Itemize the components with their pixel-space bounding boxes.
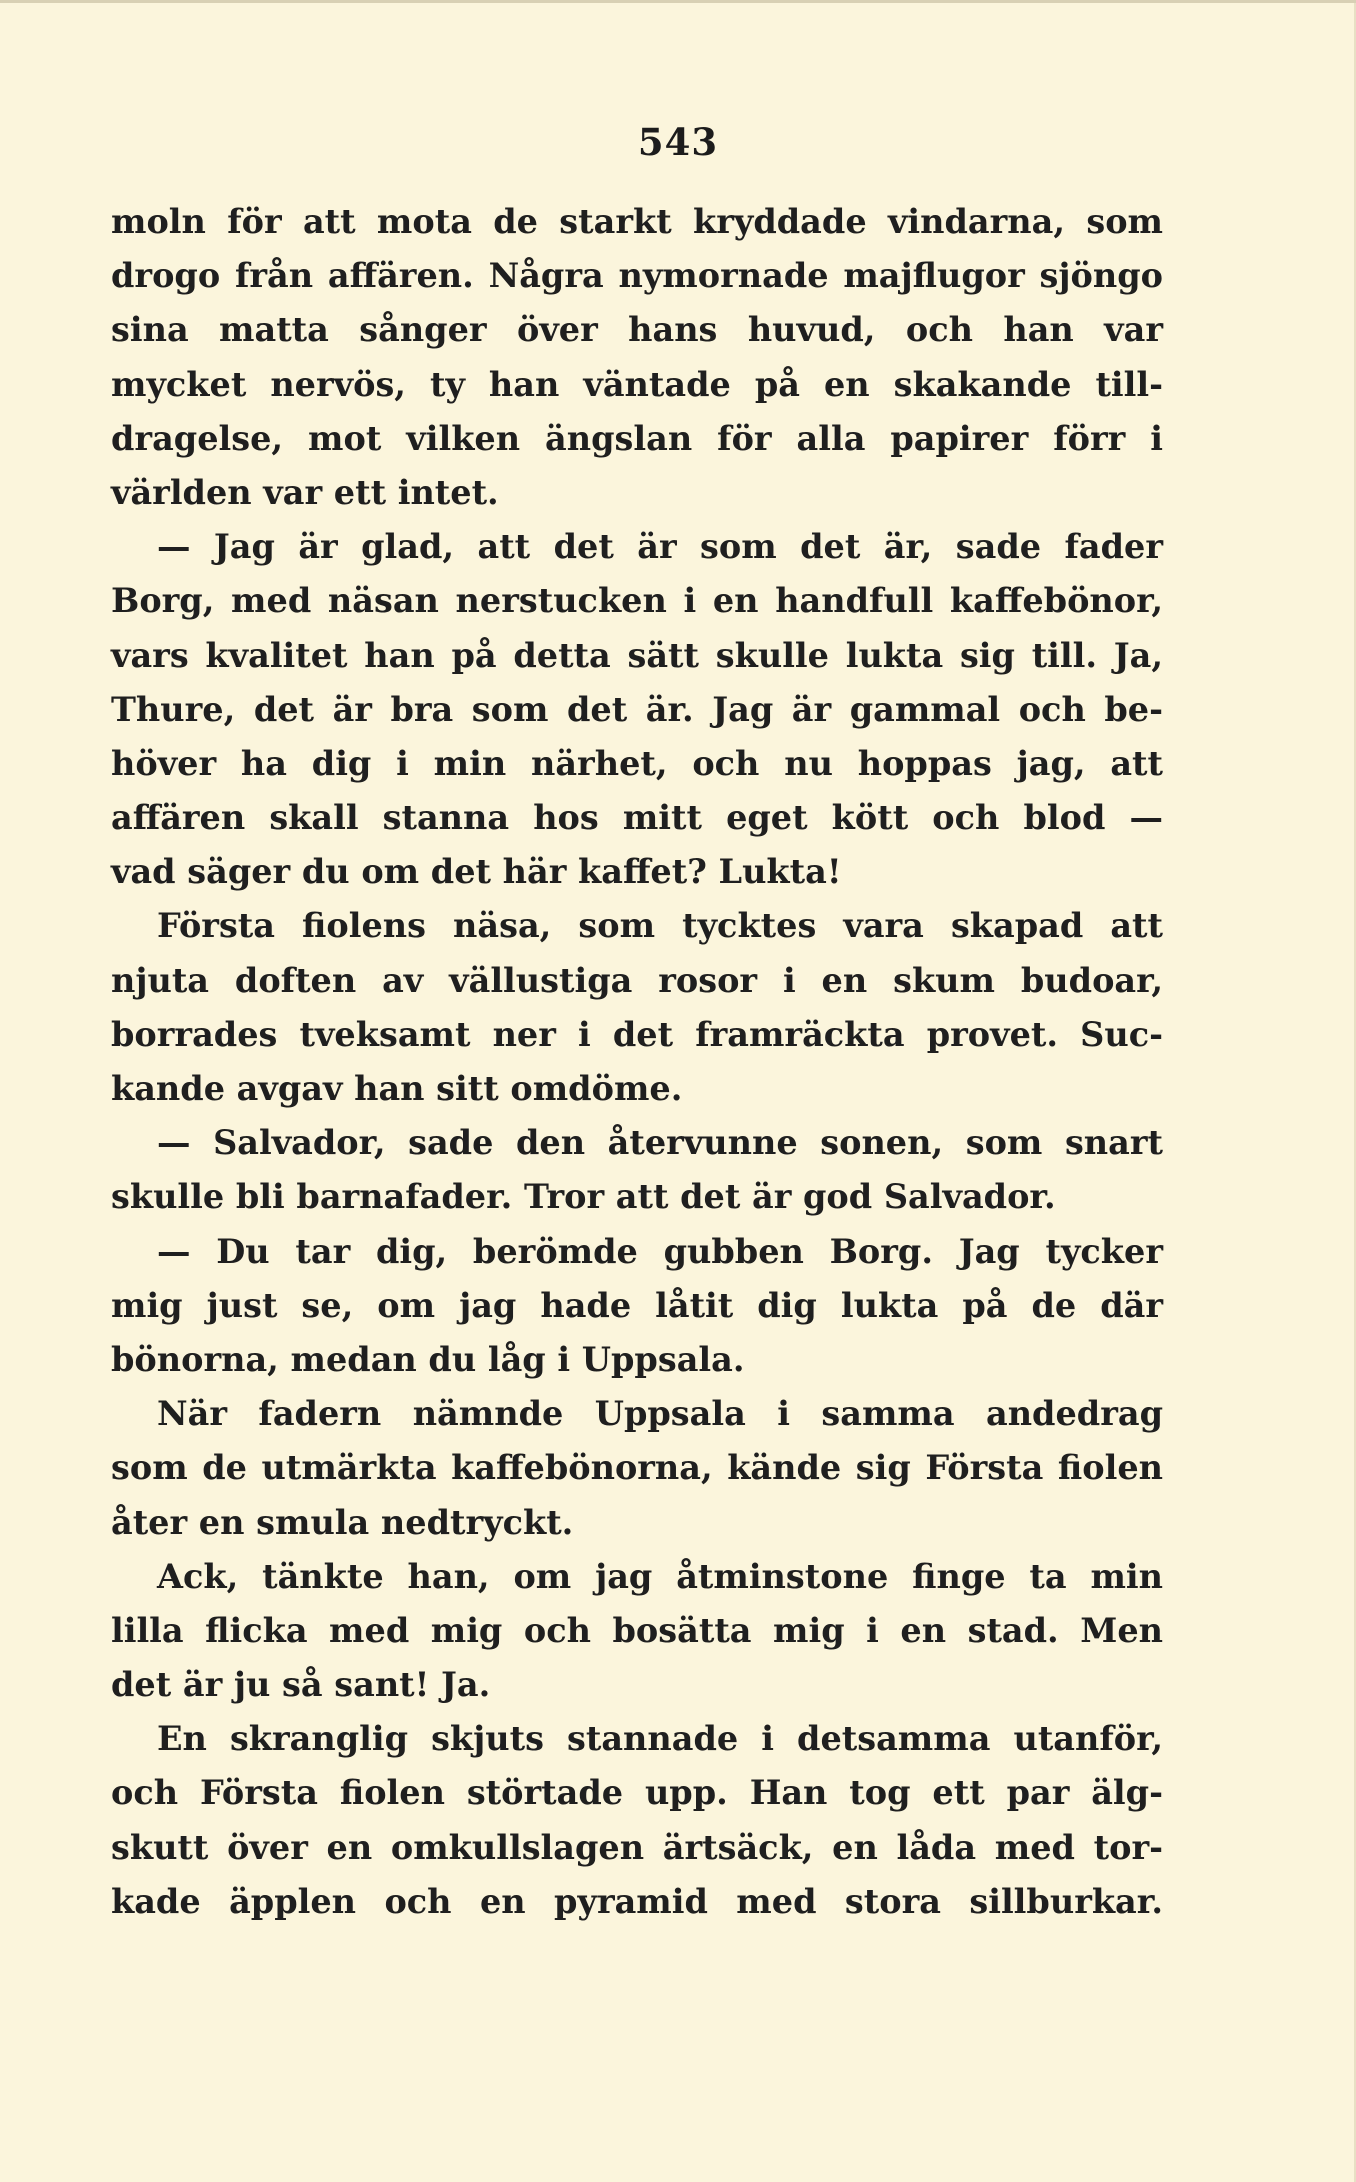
text-line: dragelse, mot vilken ängslan för alla papirer förr i	[111, 418, 1163, 458]
text-line: det är ju så sant! Ja.	[111, 1665, 491, 1705]
page-number: 543	[637, 120, 719, 164]
text-line: världen var ett intet.	[111, 472, 499, 512]
text-line: mig just se, om jag hade låtit dig lukta på de där	[111, 1285, 1163, 1325]
text-line: — Salvador, sade den återvunne sonen, som snart	[157, 1123, 1163, 1163]
page-top-edge	[0, 0, 1356, 3]
text-line: drogo från affären. Några nymornade majflugor sjöngo	[111, 256, 1163, 296]
text-line: och Första fiolen störtade upp. Han tog ett par älg-	[111, 1773, 1163, 1813]
text-line: kande avgav han sitt omdöme.	[111, 1069, 683, 1108]
text-line: bönorna, medan du låg i Uppsala.	[111, 1339, 745, 1379]
text-line: vad säger du om det här kaffet? Lukta!	[111, 852, 842, 892]
text-line: mycket nervös, ty han väntade på en skakande till-	[111, 364, 1163, 404]
text-line: När fadern nämnde Uppsala i samma andedrag	[157, 1394, 1163, 1434]
text-line: moln för att mota de starkt kryddade vindarna, som	[111, 202, 1163, 241]
text-line: skutt över en omkullslagen ärtsäck, en låda med tor-	[111, 1827, 1163, 1867]
text-line: sina matta sånger över hans huvud, och han var	[111, 310, 1163, 350]
text-line: affären skall stanna hos mitt eget kött och blod —	[111, 798, 1163, 838]
text-line: kade äpplen och en pyramid med stora sillburkar.	[111, 1881, 1163, 1921]
text-line: — Jag är glad, att det är som det är, sade fader	[157, 527, 1163, 567]
text-line: Första fiolens näsa, som tycktes vara skapad att	[157, 906, 1163, 946]
text-line: njuta doften av vällustiga rosor i en skum budoar,	[111, 960, 1163, 1000]
text-line: som de utmärkta kaffebönorna, kände sig Första fiolen	[111, 1448, 1163, 1488]
text-line: lilla flicka med mig och bosätta mig i en stad. Men	[111, 1610, 1163, 1650]
text-line: — Du tar dig, berömde gubben Borg. Jag tycker	[157, 1231, 1163, 1271]
text-line: borrades tveksamt ner i det framräckta provet. Suc-	[111, 1014, 1163, 1054]
text-line: En skranglig skjuts stannade i detsamma utanför,	[157, 1719, 1163, 1759]
text-line: åter en smula nedtryckt.	[111, 1502, 574, 1542]
body-text	[111, 195, 1163, 1929]
text-line: Thure, det är bra som det är. Jag är gammal och be-	[111, 689, 1163, 729]
text-line: Borg, med näsan nerstucken i en handfull kaffebönor,	[111, 581, 1163, 621]
text-line: höver ha dig i min närhet, och nu hoppas jag, att	[111, 743, 1163, 783]
text-line: Ack, tänkte han, om jag åtminstone finge ta min	[157, 1556, 1163, 1596]
text-line: vars kvalitet han på detta sätt skulle lukta sig till. Ja,	[111, 635, 1163, 675]
text-line: skulle bli barnafader. Tror att det är god Salvador.	[111, 1177, 1056, 1217]
